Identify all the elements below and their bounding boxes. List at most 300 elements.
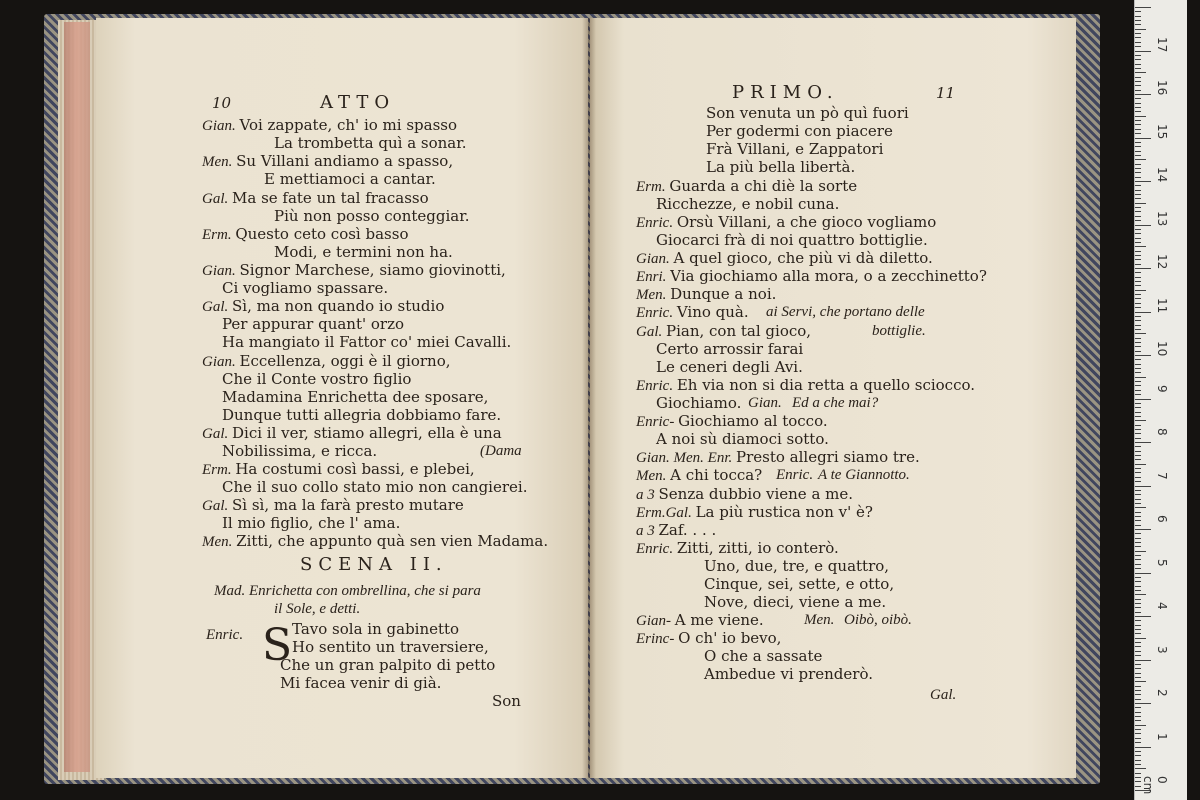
left-line [222,442,377,460]
ruler-tick [1135,225,1151,226]
ruler-tick [1135,464,1146,465]
ruler-tick [1135,142,1141,143]
ruler-tick [1135,551,1146,552]
right-line [656,358,803,376]
aria-line-4: Mi facea venir di già. [280,674,442,692]
ruler-tick [1135,338,1141,339]
ruler-tick [1135,33,1141,34]
ruler-tick [1135,690,1141,691]
verse-text: A me viene. [674,611,764,629]
ruler-tick [1135,107,1141,108]
speaker-label: Gian. [202,263,240,279]
ruler-tick [1135,138,1151,139]
left-line [222,370,411,388]
ruler-tick [1135,16,1141,17]
ruler-tick [1135,351,1141,352]
right-line [656,430,829,448]
stage-direction-line-2: il Sole, e detti. [274,601,361,617]
ruler-tick [1135,246,1146,247]
ruler-tick [1135,533,1141,534]
ruler-tick [1135,312,1151,313]
left-line [202,532,548,551]
ruler-tick [1135,416,1141,417]
ruler-tick [1135,72,1146,73]
verse-text: Ricchezze, e nobil cuna. [656,195,840,213]
left-line [202,189,429,208]
ruler-tick [1135,620,1141,621]
ruler-tick [1135,607,1141,608]
ruler-tick [1135,468,1141,469]
ruler-tick [1135,668,1141,669]
ruler-tick [1135,37,1141,38]
ruler-tick [1135,329,1141,330]
inline-note: Ed a che mai? [792,395,879,411]
speaker-label: Gal. [202,191,232,207]
verse-text: A chi tocca? [670,466,763,484]
ruler-tick [1135,7,1151,8]
ruler-tick [1135,733,1141,734]
ruler-tick [1135,120,1141,121]
verse-text: Per godermi con piacere [706,122,893,140]
ruler-tick [1135,264,1141,265]
ruler-tick [1135,124,1141,125]
verse-text: Eh via non si dia retta a quello sciocco. [676,376,976,394]
left-line [222,406,501,424]
speaker-label: Gian. [202,354,240,370]
ruler-tick [1135,229,1141,230]
ruler-tick [1135,320,1141,321]
verse-text: Che il Conte vostro figlio [222,370,412,388]
ruler-tick [1135,377,1146,378]
ruler-tick [1135,333,1146,334]
verse-text: Modi, e termini non ha. [274,243,453,261]
verse-text: Vino quà. [676,303,749,321]
ruler-label: 16 [1155,80,1169,96]
verse-text: Frà Villani, e Zappatori [706,140,884,158]
verse-text: Questo ceto così basso [235,225,409,243]
ruler-tick [1135,516,1141,517]
speaker-label: Erm.Gal. [636,505,696,521]
right-line [636,285,776,304]
left-line [202,297,444,316]
right-line [656,394,741,412]
left-catchword: Son [492,692,521,710]
aria-speaker: Enric. [206,627,244,643]
ruler-tick [1135,181,1151,182]
ruler-tick [1135,155,1141,156]
right-line [636,466,762,485]
ruler-tick [1135,238,1141,239]
speaker-label: Gal. [202,299,232,315]
ruler-tick [1135,603,1141,604]
verse-text: Eccellenza, oggi è il giorno, [239,352,451,370]
ruler-tick [1135,390,1141,391]
verse-text: Zaf. . . . [658,521,717,539]
ruler-tick [1135,477,1141,478]
speaker-label: Gal. [202,426,232,442]
ruler-tick [1135,185,1141,186]
ruler-tick [1135,251,1141,252]
ruler-tick [1135,412,1141,413]
verse-text: Nove, dieci, viene a me. [704,593,887,611]
ruler-tick [1135,442,1151,443]
ruler-tick [1135,355,1151,356]
verse-text: La più bella libertà. [706,158,856,176]
ruler-tick [1135,255,1141,256]
ruler-tick [1135,429,1141,430]
ruler-tick [1135,768,1146,769]
speaker-label: Enric. [636,378,677,394]
verse-text: Ha mangiato il Fattor co' miei Cavalli. [222,333,512,351]
verse-text: Sì sì, ma la farà presto mutare [232,496,464,514]
verse-text: Il mio figlio, che l' ama. [222,514,401,532]
ruler-tick [1135,433,1141,434]
ruler-tick [1135,164,1141,165]
speaker-label: Erm. [636,179,670,195]
ruler-tick [1135,568,1141,569]
verse-text: Via giochiamo alla mora, o a zecchinetto? [670,267,987,285]
ruler-tick [1135,699,1141,700]
drop-cap: S [262,620,293,671]
ruler-label: 13 [1155,210,1169,226]
verse-text: Zitti, zitti, io conterò. [676,539,839,557]
ruler-tick [1135,368,1141,369]
right-line [636,177,857,196]
ruler-tick [1135,520,1141,521]
ruler-tick [1135,729,1141,730]
speaker-label: Men. [202,154,237,170]
verse-text: Giochiamo. [656,394,742,412]
verse-text: Più non posso conteggiar. [274,207,470,225]
ruler-tick [1135,399,1151,400]
verse-text: Ci vogliamo spassare. [222,279,389,297]
ruler-tick [1135,303,1141,304]
speaker-label: Enric. [636,305,677,321]
ruler-tick [1135,216,1141,217]
ruler-tick [1135,277,1141,278]
ruler-tick [1135,233,1141,234]
verse-text: Presto allegri siamo tre. [736,448,920,466]
right-line [636,249,933,268]
verse-text: Madamina Enrichetta dee sposare, [222,388,489,406]
ruler-tick [1135,451,1141,452]
side-note: (Dama [480,443,522,459]
ruler-tick [1135,655,1141,656]
left-line [202,424,502,443]
ruler-tick [1135,11,1141,12]
verse-text: La trombetta quì a sonar. [274,134,467,152]
left-line [202,460,475,479]
ruler-tick [1135,94,1151,95]
ruler-tick [1135,616,1151,617]
right-page-number: 11 [936,84,956,102]
ruler-tick [1135,629,1141,630]
ruler-tick [1135,694,1141,695]
ruler-tick [1135,20,1141,21]
ruler-tick [1135,325,1141,326]
inline-note: Gian. [748,395,782,411]
ruler-tick [1135,116,1146,117]
ruler-tick [1135,755,1141,756]
right-line [636,521,716,540]
ruler-tick [1135,573,1151,574]
left-line [202,152,453,171]
verse-text: E mettiamoci a cantar. [264,170,436,188]
book-gutter [582,18,596,778]
left-line [202,261,506,280]
ruler-tick [1135,747,1151,748]
right-line [636,213,936,232]
right-line [656,231,928,249]
ruler-label: 0 cm [1141,776,1169,795]
ruler-tick [1135,499,1141,500]
ruler-tick [1135,90,1141,91]
ruler-tick [1135,242,1141,243]
right-line [636,267,987,286]
ruler-label: 10 [1155,341,1169,357]
aria-line-3: Che un gran palpito di petto [280,656,496,674]
ruler-tick [1135,381,1141,382]
ruler-label: 3 [1155,645,1169,654]
right-line [656,195,839,213]
ruler-tick [1135,294,1141,295]
ruler-tick [1135,342,1141,343]
verse-text: Dici il ver, stiamo allegri, ella è una [232,424,502,442]
left-line [222,315,404,333]
speaker-label: Gian. Men. Enr. [636,450,736,466]
ruler-tick [1135,151,1141,152]
left-line [264,170,436,188]
speaker-label: Gal. [636,324,666,340]
ruler-tick [1135,581,1141,582]
ruler-label: 5 [1155,558,1169,567]
ruler-tick [1135,425,1141,426]
left-line [202,116,457,135]
ruler-tick [1135,64,1141,65]
verse-text: Nobilissima, e ricca. [222,442,378,460]
speaker-label: Gian. [636,251,674,267]
ruler-tick [1135,111,1141,112]
ruler-tick [1135,651,1141,652]
ruler-tick [1135,660,1151,661]
speaker-label: a 3 [636,487,659,503]
right-line [706,122,893,140]
ruler-tick [1135,24,1141,25]
ruler-tick [1135,738,1141,739]
right-line [636,376,975,395]
verse-text: Dunque a noi. [670,285,777,303]
ruler-tick [1135,103,1141,104]
right-line [636,629,781,648]
ruler-label: 15 [1155,123,1169,139]
ruler-tick [1135,211,1141,212]
ruler-tick [1135,712,1141,713]
ruler-tick [1135,59,1141,60]
right-line [706,140,883,158]
ruler-tick [1135,403,1141,404]
ruler-tick [1135,177,1141,178]
ruler-label: 8 [1155,428,1169,436]
speaker-label: Enric. [636,215,677,231]
ruler-tick [1135,638,1146,639]
ruler-tick [1135,129,1141,130]
inline-note: bottiglie. [872,323,926,339]
ruler-tick [1135,633,1141,634]
ruler-tick [1135,559,1141,560]
ruler-tick [1135,503,1141,504]
speaker-label: Men. [202,534,237,550]
ruler-tick [1135,599,1141,600]
ruler-tick [1135,77,1141,78]
verse-text: A quel gioco, che più vi dà diletto. [673,249,933,267]
speaker-label: Erm. [202,227,236,243]
inline-note: A te Giannotto. [818,467,910,483]
ruler-tick [1135,490,1141,491]
verse-text: Voi zappate, ch' io mi spasso [239,116,457,134]
verse-text: Signor Marchese, siamo giovinotti, [239,261,506,279]
inline-note: Oibò, oibò. [844,612,912,628]
ruler-tick [1135,751,1141,752]
ruler-tick [1135,673,1141,674]
ruler-tick [1135,664,1141,665]
verse-text: A noi sù diamoci sotto. [656,430,829,448]
ruler-tick [1135,220,1141,221]
ruler-tick [1135,316,1141,317]
verse-text: Ha costumi così bassi, e plebei, [235,460,475,478]
speaker-label: Men. [636,287,671,303]
left-line [222,333,511,351]
ruler-tick [1135,42,1141,43]
left-line [222,388,488,406]
ruler-tick [1135,707,1141,708]
verse-text: Su Villani andiamo a spasso, [236,152,454,170]
ruler-label: 12 [1155,254,1169,270]
left-running-head: ATTO [320,92,396,113]
ruler-tick [1135,203,1146,204]
right-line [656,340,803,358]
ruler-tick [1135,564,1141,565]
verse-text: La più rustica non v' è? [695,503,873,521]
left-line [222,478,527,496]
ruler-label: 17 [1155,36,1169,52]
verse-text: Dunque tutti allegria dobbiamo fare. [222,406,502,424]
ruler-tick [1135,455,1141,456]
verse-text: Senza dubbio viene a me. [658,485,854,503]
ruler-tick [1135,285,1141,286]
ruler-tick [1135,394,1141,395]
verse-text: Ambedue vi prenderò. [704,665,873,683]
verse-text: Sì, ma non quando io studio [232,297,445,315]
ruler-tick [1135,407,1141,408]
speaker-label: Gian. [202,118,240,134]
right-line [704,647,822,665]
ruler-tick [1135,686,1141,687]
ruler-tick [1135,298,1141,299]
ruler-tick [1135,720,1141,721]
ruler-tick [1135,538,1141,539]
left-line [222,514,400,532]
speaker-label: Enric- [636,414,679,430]
ruler-tick [1135,385,1141,386]
ruler-label: 7 [1155,471,1169,480]
left-line [202,496,464,515]
speaker-label: Gal. [202,498,232,514]
ruler-label: 6 [1155,515,1169,523]
ruler-label: 14 [1155,167,1169,183]
ruler-tick [1135,681,1146,682]
left-line [202,225,408,244]
ruler-tick [1135,146,1141,147]
ruler-label: 4 [1155,602,1169,610]
verse-text: Son venuta un pò quì fuori [706,104,909,122]
ruler-tick [1135,168,1141,169]
verse-text: Per appurar quant' orzo [222,315,405,333]
ruler-tick [1135,625,1141,626]
right-line [636,611,764,630]
speaker-label: Enric. [636,541,677,557]
ruler-tick [1135,725,1146,726]
left-line [274,134,467,152]
right-line [636,485,853,504]
verse-text: Orsù Villani, a che gioco vogliamo [676,213,937,231]
ruler-tick [1135,268,1151,269]
right-line [706,104,909,122]
right-line [704,557,889,575]
left-line [202,352,451,371]
ruler-tick [1135,481,1141,482]
ruler-tick [1135,525,1141,526]
ruler-tick [1135,577,1141,578]
ruler-tick [1135,190,1141,191]
inline-note: ai Servi, che portano delle [766,304,925,320]
ruler-tick [1135,555,1141,556]
ruler-tick [1135,372,1141,373]
ruler-tick [1135,612,1141,613]
ruler-tick [1135,594,1146,595]
ruler-tick [1135,586,1141,587]
verse-text: Ma se fate un tal fracasso [232,189,429,207]
ruler-tick [1135,542,1141,543]
left-line [222,279,388,297]
endpaper-strip [64,22,90,772]
inline-note: Men. [804,612,835,628]
ruler-tick [1135,98,1141,99]
left-line [274,207,470,225]
speaker-label: Gian- [636,613,675,629]
right-line [636,303,749,322]
ruler-tick [1135,133,1141,134]
ruler-tick [1135,420,1146,421]
aria-line-1: Tavo sola in gabinetto [292,620,460,638]
aria-line-2: Ho sentito un traversiere, [292,638,489,656]
ruler-tick [1135,472,1141,473]
verse-text: Cinque, sei, sette, e otto, [704,575,895,593]
verse-text: O che a sassate [704,647,823,665]
ruler-tick [1135,546,1141,547]
ruler-tick [1135,716,1141,717]
verse-text: Giocarci frà di noi quattro bottiglie. [656,231,928,249]
speaker-label: Enri. [636,269,671,285]
speaker-label: a 3 [636,523,659,539]
ruler-tick [1135,46,1141,47]
ruler-tick [1135,272,1141,273]
ruler-tick [1135,703,1151,704]
right-line [704,665,873,683]
ruler-tick [1135,172,1141,173]
ruler-tick [1135,642,1141,643]
measuring-ruler [1134,0,1187,800]
right-line [636,503,873,522]
